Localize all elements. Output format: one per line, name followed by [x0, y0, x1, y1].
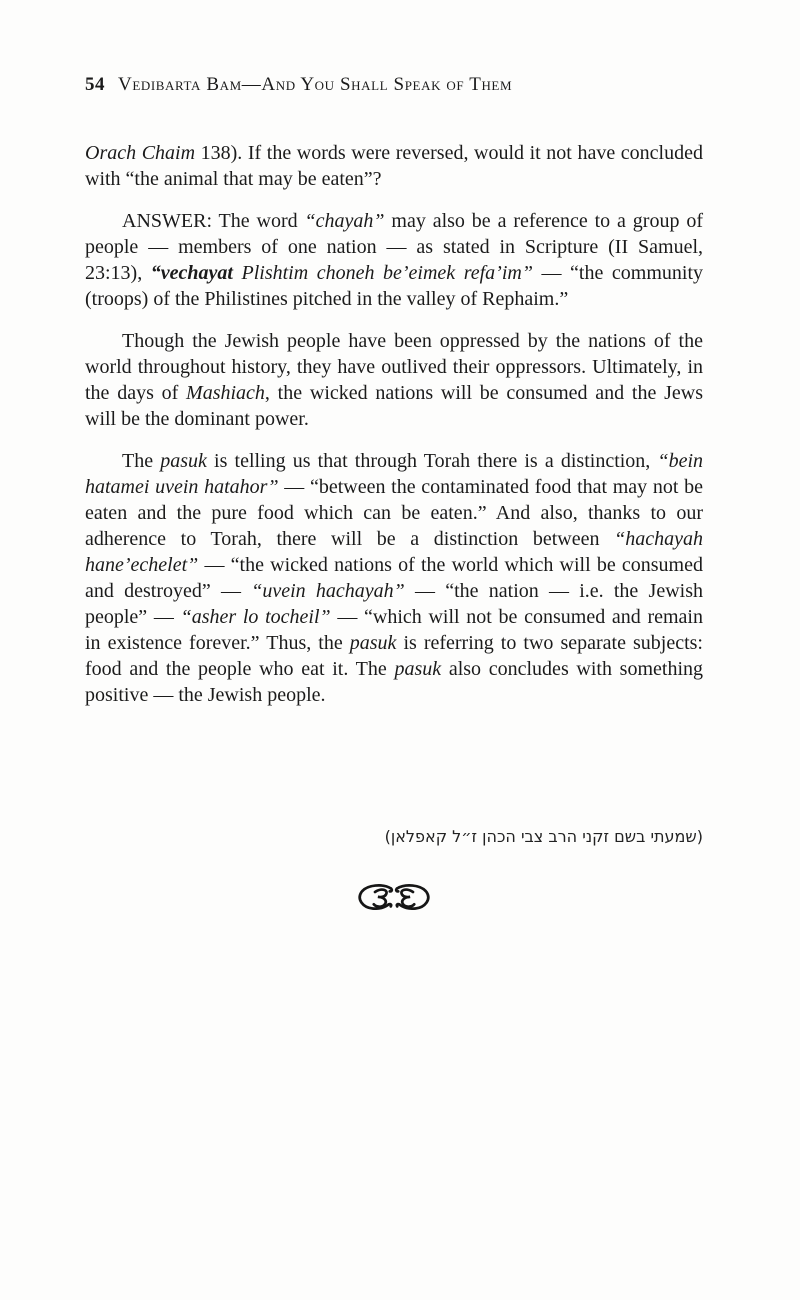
- text-run: — “the community (troops) of the Philistines pitched in the valley of Rephaim.”: [85, 262, 703, 310]
- text-run: , the wicked nations will be consumed and the Jews will be the dominant power.: [85, 382, 703, 430]
- text-run: pasuk: [349, 632, 397, 654]
- text-run: — “the wicked nations of the world which will be consumed and destroyed” —: [85, 554, 703, 602]
- text-run: is telling us that through Torah there is a distinction,: [206, 450, 658, 472]
- text-run: pasuk: [160, 450, 207, 472]
- paragraph: [85, 140, 703, 192]
- text-run: “hachayah hane’echelet”: [85, 528, 703, 576]
- text-run: “vechayat: [150, 262, 233, 284]
- text-run: ANSWER: The word: [122, 210, 305, 232]
- text-run: may also be a reference to a group of people — members of one nation — as stated in Scripture (II Samuel, 23:13),: [85, 210, 703, 284]
- paragraph: [85, 328, 703, 432]
- text-run: The: [122, 450, 161, 472]
- running-title: Vedibarta Bam—And You Shall Speak of Them: [118, 74, 513, 95]
- text-run: — “between the contaminated food that may not be eaten and the pure food which can be eaten.” And also, thanks to our adherence to Torah, there will be a distinction between: [85, 476, 703, 550]
- text-run: Though the Jewish people have been oppressed by the nations of the world throughout history, they have outlived their oppressors. Ultimately, in the days of: [85, 330, 703, 404]
- fleuron-icon: [355, 884, 433, 910]
- page-number: 54: [85, 74, 105, 95]
- text-run: — “the nation — i.e. the Jewish people” —: [85, 580, 703, 628]
- text-run: Mashiach: [186, 382, 265, 404]
- page-header: [85, 74, 703, 96]
- paragraph: [85, 448, 703, 708]
- text-run: pasuk: [394, 658, 442, 680]
- text-run: Orach Chaim: [85, 142, 196, 164]
- paragraph: [85, 208, 703, 312]
- text-run: Plishtim choneh be’eimek refa’im”: [232, 262, 533, 284]
- text-run: 138). If the words were reversed, would it not have concluded with “the animal that may be eaten”?: [85, 142, 703, 190]
- text-run: also concludes with something positive — the Jewish people.: [85, 658, 704, 706]
- text-run: “asher lo tocheil”: [180, 606, 331, 628]
- section-end-ornament: [85, 884, 703, 915]
- text-run: — “which will not be consumed and remain in existence forever.” Thus, the: [85, 606, 703, 654]
- text-run: “chayah”: [304, 210, 385, 232]
- text-run: is referring to two separate subjects: food and the people who eat it. The: [85, 632, 703, 680]
- text-run: “bein hatamei uvein hatahor”: [85, 450, 704, 498]
- body-paragraphs: [85, 140, 703, 724]
- hebrew-attribution: (שמעתי בשם זקני הרב צבי הכהן ז״ל קאפלאן): [384, 827, 703, 846]
- text-run: “uvein hachayah”: [251, 580, 405, 602]
